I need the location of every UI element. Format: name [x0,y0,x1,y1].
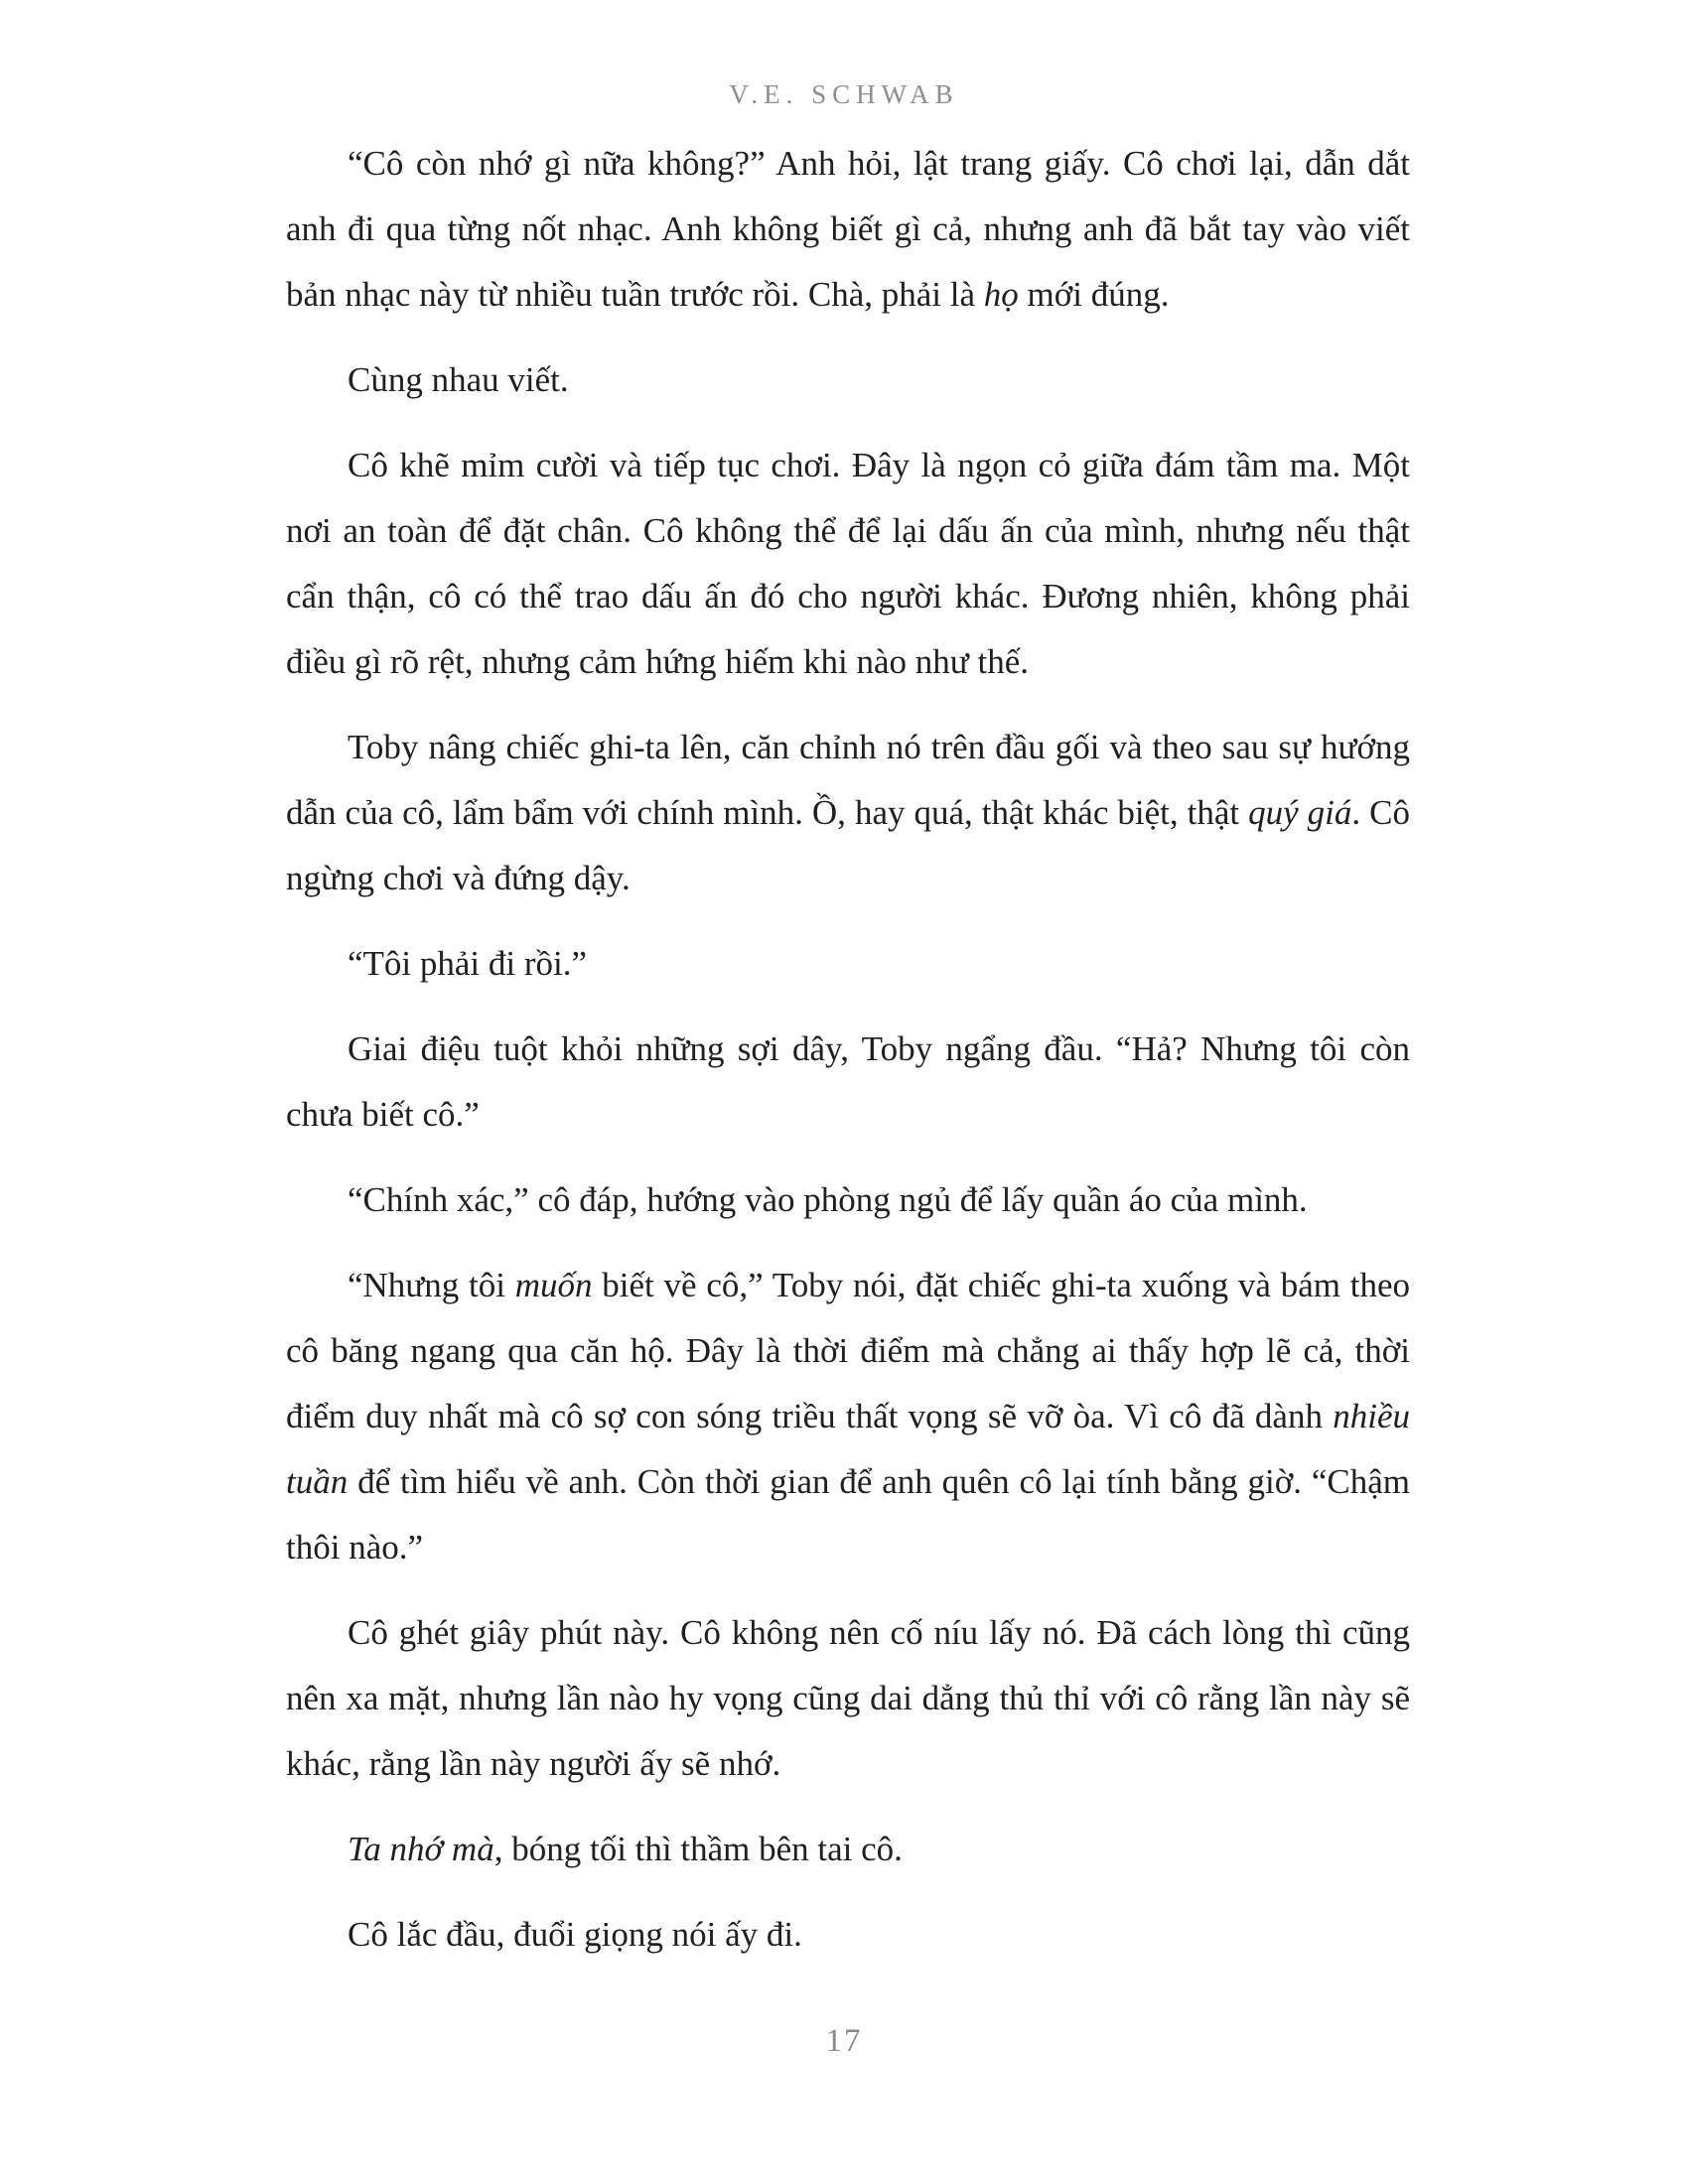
italic-text-run: Ta nhớ mà [348,1830,494,1868]
text-run: “Nhưng tôi [348,1266,515,1304]
italic-text-run: muốn [514,1266,593,1304]
page-number: 17 [825,2023,863,2059]
paragraph [286,1817,1410,1882]
paragraph [286,1167,1410,1233]
text-run: , bóng tối thì thầm bên tai cô. [493,1830,903,1868]
paragraph [286,931,1410,997]
paragraph [286,1600,1410,1797]
italic-text-run: nhiều tuần [286,1397,1410,1501]
text-run: Cô khẽ mỉm cười và tiếp tục chơi. Đây là ngọn cỏ giữa đám tầm ma. Một nơi an toàn để đặt chân. Cô không thể để lại dấu ấn của mình, nhưng nếu thật cẩn thận, cô có thể trao dấu ấn đó cho người khác. Đương nhiên, không phải điều gì rõ rệt, nhưng cảm hứng hiếm khi nào như thế. [286,446,1410,681]
text-run: Cô lắc đầu, đuổi giọng nói ấy đi. [348,1915,802,1954]
paragraph [286,1017,1410,1148]
paragraph [286,715,1410,911]
paragraph [286,1253,1410,1580]
paragraph [286,347,1410,413]
text-run: Cô ghét giây phút này. Cô không nên cố níu lấy nó. Đã cách lòng thì cũng nên xa mặt, nhưng lần nào hy vọng cũng dai dẳng thủ thỉ với cô rằng lần này sẽ khác, rằng lần này người ấy sẽ nhớ. [286,1613,1410,1783]
italic-text-run: họ [983,275,1019,314]
text-run: để tìm hiểu về anh. Còn thời gian để anh quên cô lại tính bằng giờ. “Chậm thôi nào.” [286,1462,1410,1567]
text-run: “Chính xác,” cô đáp, hướng vào phòng ngủ để lấy quần áo của mình. [348,1180,1308,1219]
running-head: V.E. SCHWAB [729,79,959,109]
text-run: “Tôi phải đi rồi.” [348,944,588,983]
paragraph [286,1902,1410,1968]
text-run: mới đúng. [1018,275,1170,314]
text-run: Toby nâng chiếc ghi-ta lên, căn chỉnh nó trên đầu gối và theo sau sự hướng dẫn của cô, lẩm bẩm với chính mình. Ồ, hay quá, thật khác biệt, thật [286,728,1410,832]
text-run: Cùng nhau viết. [348,360,569,399]
text-run: Giai điệu tuột khỏi những sợi dây, Toby ngẩng đầu. “Hả? Nhưng tôi còn chưa biết cô.” [286,1029,1410,1134]
page-paragraphs [286,131,1410,1968]
text-run: biết về cô,” Toby nói, đặt chiếc ghi-ta xuống và bám theo cô băng ngang qua căn hộ. Đây là thời điểm mà chẳng ai thấy hợp lẽ cả, thời điểm duy nhất mà cô sợ con sóng triều thất vọng sẽ vỡ òa. Vì cô đã dành [286,1266,1410,1435]
text-run: “Cô còn nhớ gì nữa không?” Anh hỏi, lật trang giấy. Cô chơi lại, dẫn dắt anh đi qua từng nốt nhạc. Anh không biết gì cả, nhưng anh đã bắt tay vào viết bản nhạc này từ nhiều tuần trước rồi. Chà, phải là [286,144,1410,314]
paragraph [286,433,1410,695]
italic-text-run: quý giá [1248,793,1352,832]
text-run: . Cô ngừng chơi và đứng dậy. [286,793,1410,897]
paragraph [286,131,1410,328]
